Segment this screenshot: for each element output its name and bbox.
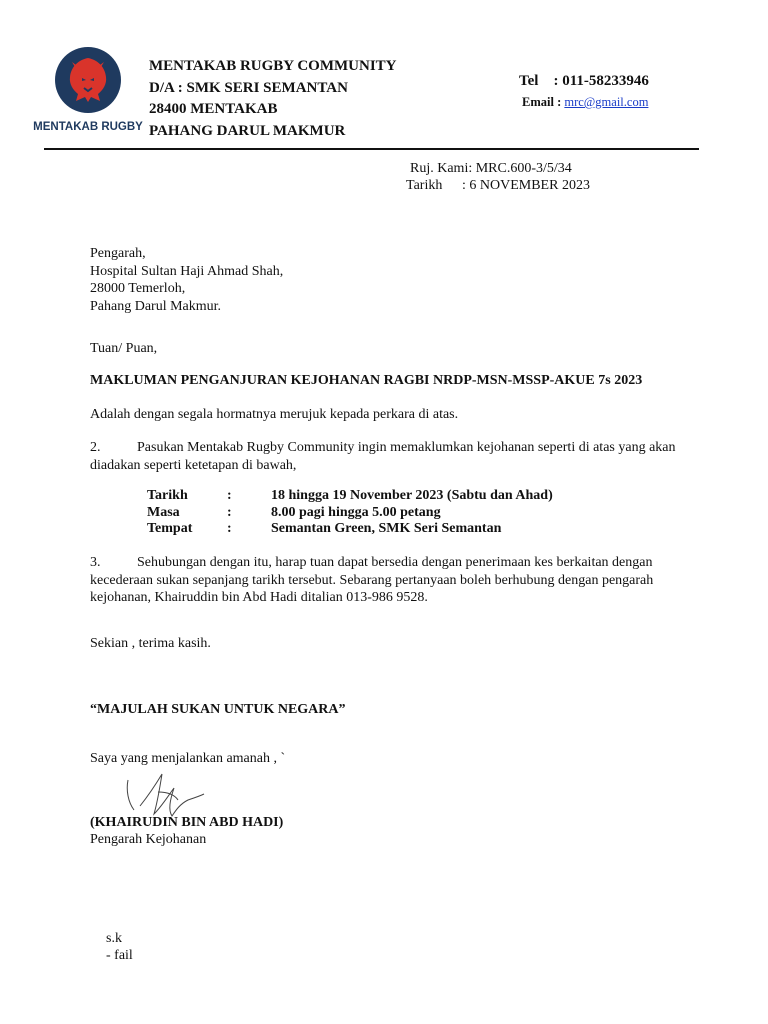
mentakab-rugby-logo-icon <box>33 44 143 136</box>
org-line: MENTAKAB RUGBY COMMUNITY <box>149 58 397 74</box>
schedule-value: 8.00 pagi hingga 5.00 petang <box>271 504 441 520</box>
paragraph-3 <box>90 554 690 607</box>
date-label: Tarikh <box>406 178 443 193</box>
org-line: D/A : SMK SERI SEMANTAN <box>149 79 348 96</box>
org-line: PAHANG DARUL MAKMUR <box>149 122 346 139</box>
paragraph-2 <box>90 439 690 474</box>
schedule-separator: : <box>227 521 232 536</box>
schedule-label: Tempat <box>147 521 193 536</box>
paragraph-text: Sehubungan dengan itu, harap tuan dapat bersedia dengan penerimaan kes berkaitan dengan <box>137 555 653 570</box>
intro-paragraph: Adalah dengan segala hormatnya merujuk kepada perkara di atas. <box>90 407 459 422</box>
cc-item: - fail <box>106 948 133 963</box>
schedule-separator: : <box>227 488 232 503</box>
recipient-line: 28000 Temerloh, <box>90 281 186 296</box>
trust-line: Saya yang menjalankan amanah , ` <box>90 751 286 766</box>
email-line <box>522 95 648 110</box>
recipient-address <box>90 245 283 315</box>
schedule-label: Tarikh <box>147 488 188 503</box>
motto: “MAJULAH SUKAN UNTUK NEGARA” <box>90 702 346 717</box>
reference-number: Ruj. Kami: MRC.600-3/5/34 <box>410 161 572 176</box>
signatory-title: Pengarah Kejohanan <box>90 832 207 847</box>
email-label: Email : <box>522 95 565 109</box>
paragraph-text: kecederaan sukan sepanjang tarikh tersebut. Sebarang pertanyaan boleh berhubung dengan pengarah <box>90 572 654 588</box>
paragraph-number: 3. <box>90 555 101 570</box>
recipient-line: Pengarah, <box>90 246 146 261</box>
recipient-line: Hospital Sultan Haji Ahmad Shah, <box>90 263 284 279</box>
letterhead-divider <box>44 148 699 150</box>
paragraph-text: kejohanan, Khairuddin bin Abd Hadi ditalian 013-986 9528. <box>90 590 428 605</box>
reference-date <box>406 178 590 194</box>
cc-label: s.k <box>106 931 122 946</box>
logo-text: MENTAKAB RUGBY <box>33 121 143 133</box>
telephone: Tel : 011-58233946 <box>519 73 649 89</box>
recipient-line: Pahang Darul Makmur. <box>90 298 222 314</box>
paragraph-number: 2. <box>90 440 101 455</box>
signatory-name: (KHAIRUDIN BIN ABD HADI) <box>90 815 284 830</box>
subject: MAKLUMAN PENGANJURAN KEJOHANAN RAGBI NRDP-MSN-MSSP-AKUE 7s 2023 <box>90 373 643 388</box>
schedule-value: Semantan Green, SMK Seri Semantan <box>271 521 502 536</box>
closing: Sekian , terima kasih. <box>90 636 211 651</box>
date-value: : 6 NOVEMBER 2023 <box>462 178 590 193</box>
schedule-separator: : <box>227 504 232 520</box>
organization-address <box>149 56 397 142</box>
schedule-label: Masa <box>147 504 180 520</box>
paragraph-text: Pasukan Mentakab Rugby Community ingin memaklumkan kejohanan seperti di atas yang akan <box>137 440 676 455</box>
schedule-value: 18 hingga 19 November 2023 (Sabtu dan Ahad) <box>271 488 553 503</box>
salutation: Tuan/ Puan, <box>90 341 158 356</box>
paragraph-text: diadakan seperti ketetapan di bawah, <box>90 457 297 473</box>
email-link[interactable]: mrc@gmail.com <box>564 95 649 109</box>
org-line: 28400 MENTAKAB <box>149 101 278 117</box>
